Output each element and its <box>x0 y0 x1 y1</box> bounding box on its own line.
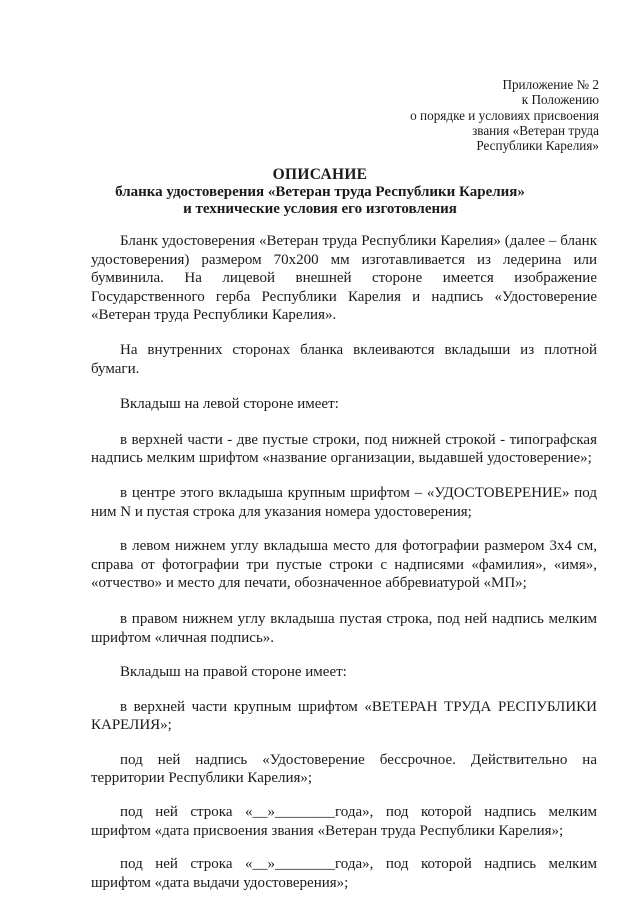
appendix-line: звания «Ветеран труда <box>472 122 599 138</box>
appendix-line: Приложение № 2 <box>502 77 599 92</box>
paragraph: в верхней части - две пустые строки, под нижней строкой - типографская надпись мелким шрифтом «название организации, выдавшей удостоверение»; <box>91 431 597 467</box>
appendix-line: к Положению <box>521 92 599 108</box>
appendix-line: Республики Карелия» <box>476 138 599 154</box>
title-subtitle: бланка удостоверения «Ветеран труда Республики Карелия» <box>115 183 525 200</box>
paragraph: под ней надпись «Удостоверение бессрочное. Действительно на территории Республики Карелия»; <box>91 751 597 787</box>
appendix-reference <box>369 77 599 153</box>
paragraph: в левом нижнем углу вкладыша место для фотографии размером 3х4 см, справа от фотографии три пустые строки с надписями «фамилия», «имя», «отчество» и место для печати, обозначенное аббревиатурой «МП»; <box>91 538 597 592</box>
paragraph: Вкладыш на левой стороне имеет: <box>120 396 339 413</box>
document-title <box>0 166 640 219</box>
document-body <box>91 232 597 892</box>
paragraph: в центре этого вкладыша крупным шрифтом – «УДОСТОВЕРЕНИЕ» под ним N и пустая строка для указания номера удостоверения; <box>91 484 597 520</box>
title-main: ОПИСАНИЕ <box>272 166 368 183</box>
paragraph: под ней строка «__»________года», под которой надпись мелким шрифтом «дата выдачи удостоверения»; <box>91 856 597 891</box>
paragraph: в правом нижнем углу вкладыша пустая строка, под ней надпись мелким шрифтом «личная подпись». <box>91 610 597 646</box>
title-subtitle-2: и технические условия его изготовления <box>183 201 457 217</box>
paragraph: под ней строка «__»________года», под которой надпись мелким шрифтом «дата присвоения звания «Ветеран труда Республики Карелия»; <box>91 804 597 839</box>
paragraph: На внутренних сторонах бланка вклеиваются вкладыши из плотной бумаги. <box>91 341 597 377</box>
paragraph: Вкладыш на правой стороне имеет: <box>120 664 347 681</box>
paragraph: в верхней части крупным шрифтом «ВЕТЕРАН ТРУДА РЕСПУБЛИКИ КАРЕЛИЯ»; <box>91 698 597 734</box>
appendix-line: о порядке и условиях присвоения <box>410 107 599 123</box>
paragraph: Бланк удостоверения «Ветеран труда Республики Карелия» (далее – бланк удостоверения) размером 70х200 мм изготавливается из ледерина или бумвинила. На лицевой внешней стороне имеется изображение Государственного герба Республики Карелия и надпись «Удостоверение «Ветеран труда Республики Карелия». <box>91 233 597 324</box>
